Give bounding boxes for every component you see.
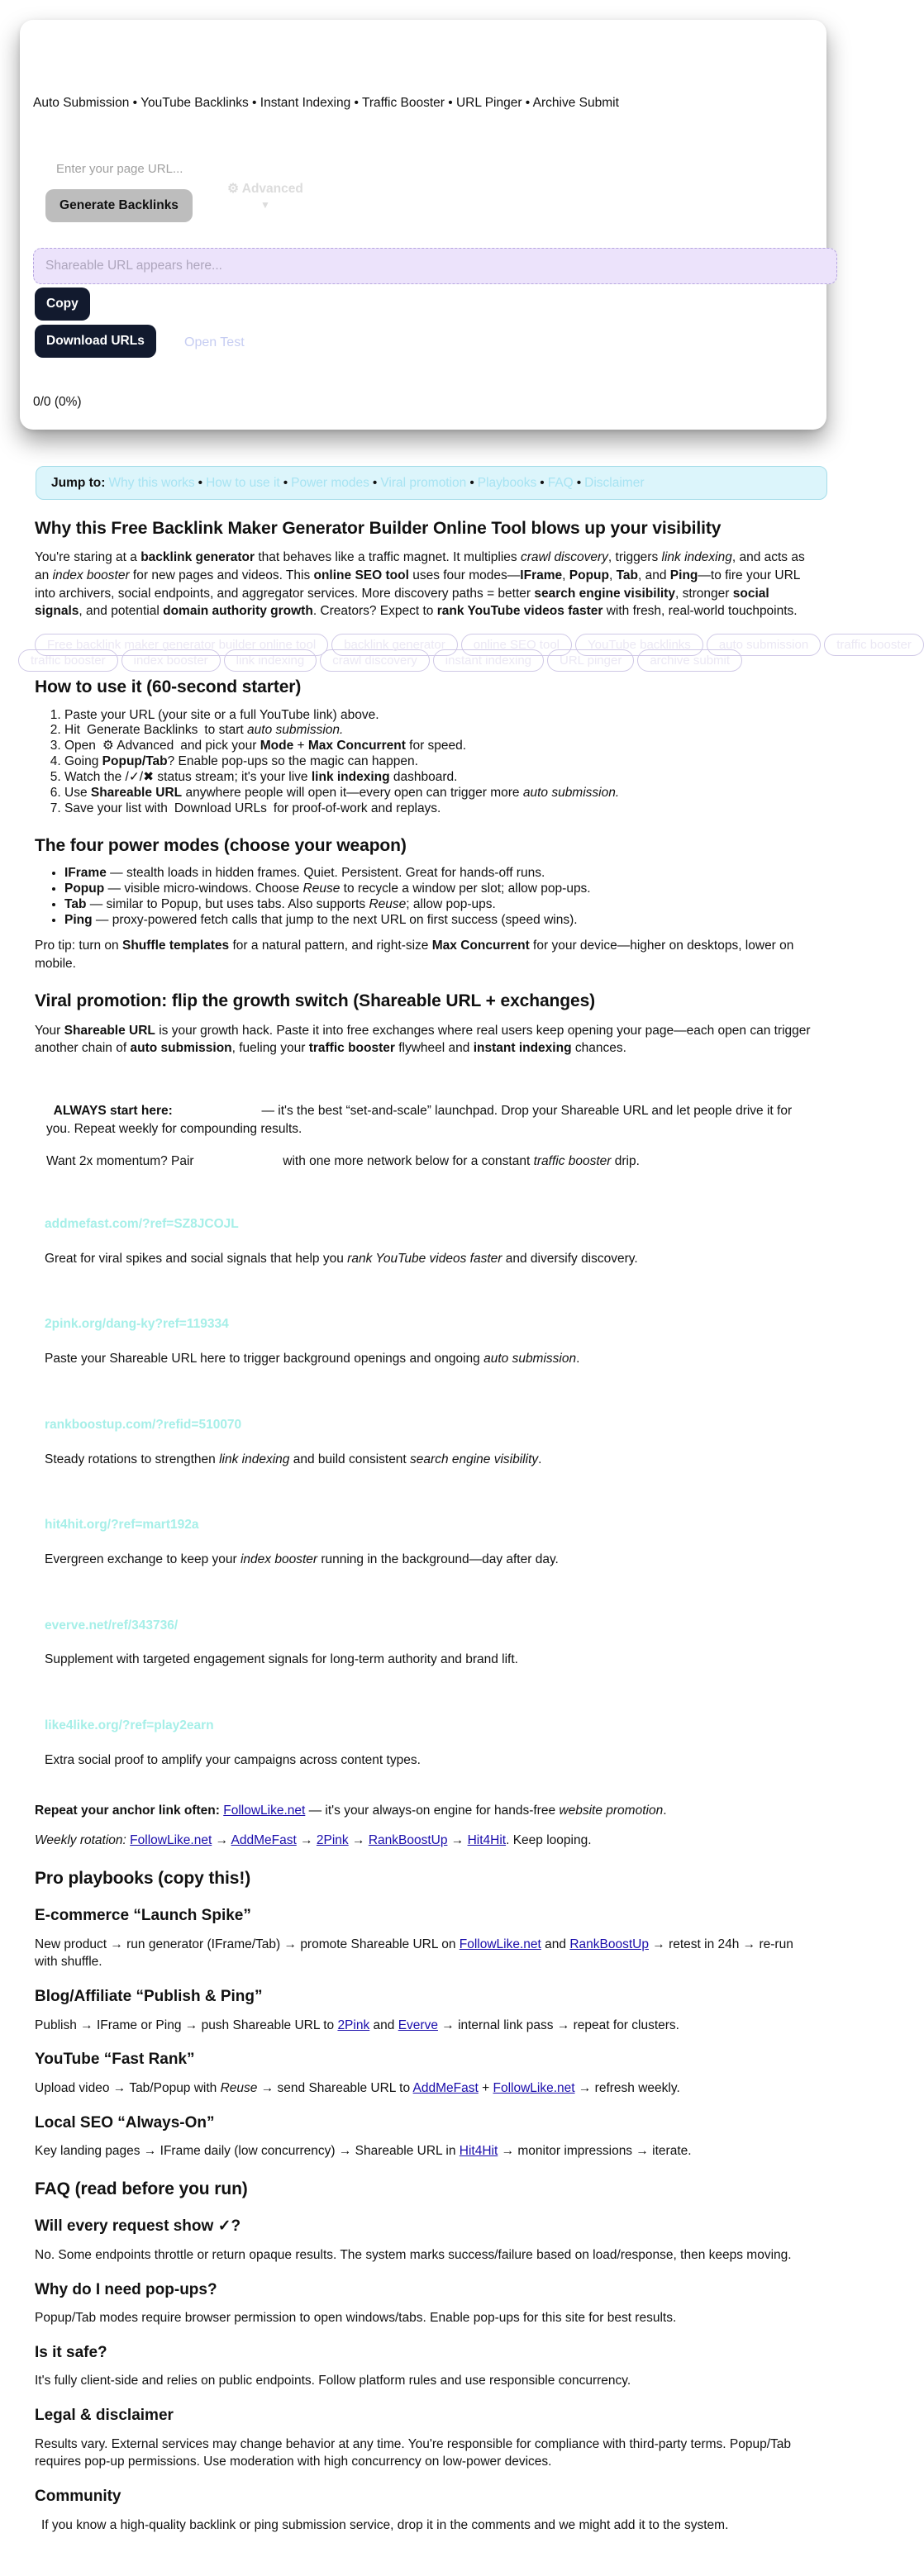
playbook-title-youtube: YouTube “Fast Rank” [35, 2051, 195, 2069]
exchange-item [45, 1717, 813, 1769]
jump-link-faq[interactable]: FAQ [547, 475, 574, 490]
exchange-description: Supplement with targeted engagement signals for long-term authority and brand lift. [45, 1652, 518, 1667]
followlike-link[interactable]: FollowLike.net [197, 1154, 279, 1169]
tag-row [35, 634, 924, 656]
keyword-tags [31, 634, 912, 670]
step-item: 3. Open ⚙ Advanced and pick your Mode + Max Concurrent for speed. [64, 739, 813, 754]
step-item: 7. Save your list with Download URLs for proof-of-work and replays. [64, 801, 813, 817]
rotation-link-addmefast[interactable]: AddMeFast [231, 1833, 297, 1848]
step-item: 2. Hit Generate Backlinks to start auto submission. [64, 723, 813, 739]
playbook-link-rankboostup[interactable]: RankBoostUp [569, 1937, 649, 1951]
exchange-link-everve[interactable]: everve.net/ref/343736/ [45, 1618, 179, 1633]
generate-backlinks-button[interactable]: Generate Backlinks [45, 189, 193, 222]
faq-answer: Popup/Tab modes require browser permission to open windows/tabs. Enable pop-ups for this site for best results. [35, 2311, 677, 2326]
exchange-description: Paste your Shareable URL here to trigger background openings and ongoing auto submission. [45, 1352, 580, 1366]
exchange-description: Evergreen exchange to keep your index booster running in the background—day after day. [45, 1552, 559, 1566]
why-heading: Why this Free Backlink Maker Generator Builder Online Tool blows up your visibility [35, 519, 722, 538]
exchange-link-2pink[interactable]: 2pink.org/dang-ky?ref=119334 [45, 1317, 229, 1332]
jump-separator: • [283, 475, 288, 490]
open-test-link[interactable]: Open Test [184, 335, 245, 349]
feature-list: Auto Submission • YouTube Backlinks • Instant Indexing • Traffic Booster • URL Pinger • Archive Submit [33, 96, 619, 110]
exchange-description: Extra social proof to amplify your campaigns across content types. [45, 1752, 421, 1767]
playbook-youtube: Upload video → Tab/Popup with Reuse → send Shareable URL to AddMeFast + FollowLike.net → refresh weekly. [35, 2080, 680, 2095]
step-item: 5. Watch the /✓/✖ status stream; it's your live link indexing dashboard. [64, 770, 813, 786]
rotation-link-2pink[interactable]: 2Pink [316, 1833, 349, 1848]
playbook-link-2pink[interactable]: 2Pink [337, 2018, 370, 2032]
advanced-toggle[interactable] [220, 182, 311, 211]
jump-separator: • [469, 475, 474, 490]
jump-separator: • [576, 475, 582, 490]
tag-chip: traffic booster [824, 634, 924, 656]
tag-chip: archive submit [637, 649, 742, 672]
pro-tip: Pro tip: turn on Shuffle templates for a natural pattern, and right-size Max Concurrent for your device—higher on desktops, lower on mobile. [35, 938, 794, 971]
copy-button[interactable]: Copy [35, 288, 90, 321]
tag-chip: index booster [121, 649, 221, 672]
exchange-link-rankboostup[interactable]: rankboostup.com/?refid=510070 [45, 1417, 242, 1432]
jump-link-how[interactable]: How to use it [206, 475, 280, 490]
rotation-paragraph: Weekly rotation: FollowLike.net → AddMeFast → 2Pink → RankBoostUp → Hit4Hit. Keep looping. [35, 1833, 592, 1848]
playbook-link-hit4hit[interactable]: Hit4Hit [459, 2144, 498, 2159]
jump-link-playbooks[interactable]: Playbooks [477, 475, 537, 490]
shareable-url-field[interactable] [33, 248, 837, 284]
tag-chip: crawl discovery [320, 649, 430, 672]
tag-chip: backlink generator [331, 634, 458, 656]
tag-chip: traffic booster [18, 649, 118, 672]
exchange-link-hit4hit[interactable]: hit4hit.org/?ref=mart192a [45, 1518, 199, 1533]
article-content [0, 466, 912, 2534]
tag-chip: auto submission [707, 634, 821, 656]
playbook-ecommerce: New product → run generator (IFrame/Tab) → promote Shareable URL on FollowLike.net and RankBoostUp → retest in 24h → re-run with shuffle. [35, 1937, 793, 1970]
jump-separator: • [540, 475, 545, 490]
chevron-down-icon: ▼ [260, 198, 270, 211]
exchange-description: Great for viral spikes and social signals that help you rank YouTube videos faster and diversify discovery. [45, 1251, 638, 1266]
playbooks-heading: Pro playbooks (copy this!) [35, 1868, 251, 1888]
step-item: 1. Paste your URL (your site or a full YouTube link) above. [64, 708, 813, 724]
followlike-link[interactable]: FollowLike.net [176, 1104, 259, 1119]
exchange-item [45, 1215, 813, 1267]
momentum-text: Want 2x momentum? Pair FollowLike.net with one more network below for a constant traffic booster drip. [46, 1153, 813, 1171]
rotation-link-rankboostup[interactable]: RankBoostUp [368, 1833, 448, 1848]
playbook-title-ecommerce: E-commerce “Launch Spike” [35, 1907, 251, 1925]
community-text: If you know a high-quality backlink or ping submission service, drop it in the comments and we might add it to the system. [41, 2517, 729, 2532]
modes-list [35, 866, 813, 929]
faq-answer: No. Some endpoints throttle or return opaque results. The system marks success/failure based on load/response, then keeps moving. [35, 2247, 792, 2262]
anchor-paragraph: Repeat your anchor link often: FollowLike.net — it's your always-on engine for hands-free website promotion. [35, 1804, 667, 1818]
faq-question: Why do I need pop-ups? [35, 2280, 217, 2298]
jump-link-disclaimer[interactable]: Disclaimer [584, 475, 645, 490]
tag-chip: link indexing [224, 649, 317, 672]
modes-heading: The four power modes (choose your weapon) [35, 835, 407, 855]
jump-link-modes[interactable]: Power modes [291, 475, 369, 490]
playbook-local: Key landing pages → IFrame daily (low concurrency) → Shareable URL in Hit4Hit → monitor impressions → iterate. [35, 2144, 692, 2159]
rotation-link-followlike[interactable]: FollowLike.net [130, 1833, 212, 1848]
howto-heading: How to use it (60-second starter) [35, 677, 302, 697]
why-paragraph: You're staring at a backlink generator that behaves like a traffic magnet. It multiplies crawl discovery, triggers link indexing, and acts as an index booster for new pages and videos. This online SEO tool uses four modes—IFrame, Popup, Tab, and Ping—to fire your URL into archivers, social endpoints, and aggregator services. More discovery paths = better search engine visibility, stronger social signals, and potential domain authority growth. Creators? Expect to rank YouTube videos faster with fresh, real-world touchpoints. [35, 550, 805, 619]
playbook-link-followlike[interactable]: FollowLike.net [459, 1937, 541, 1951]
step-item: 4. Going Popup/Tab? Enable pop-ups so the magic can happen. [64, 754, 813, 770]
jump-nav [36, 466, 827, 500]
tag-chip: instant indexing [433, 649, 544, 672]
tag-chip: URL pinger [547, 649, 634, 672]
page-url-input[interactable] [46, 152, 823, 185]
howto-steps [35, 708, 813, 817]
step-item: 6. Use Shareable URL anywhere people will open it—every open can trigger more auto submission. [64, 786, 813, 801]
download-urls-button[interactable]: Download URLs [35, 325, 156, 358]
followlike-callout [35, 1102, 813, 1171]
backlink-tool-card [20, 20, 826, 430]
exchange-link-like4like[interactable]: like4like.org/?ref=play2earn [45, 1718, 214, 1732]
jump-link-viral[interactable]: Viral promotion [380, 475, 467, 490]
exchange-list [35, 1215, 813, 1769]
exchange-description: Steady rotations to strengthen link indexing and build consistent search engine visibility. [45, 1452, 542, 1466]
exchange-item [45, 1617, 813, 1669]
tag-chip: YouTube backlinks [575, 634, 703, 656]
viral-paragraph: Your Shareable URL is your growth hack. Paste it into free exchanges where real users keep opening your page—each open can trigger another chain of auto submission, fueling your traffic booster flywheel and instant indexing chances. [35, 1023, 811, 1056]
exchange-item [45, 1516, 813, 1568]
playbook-link-everve[interactable]: Everve [398, 2018, 438, 2032]
always-start-text: ALWAYS start here: FollowLike.net — it's the best “set-and-scale” launchpad. Drop your Shareable URL and let people drive it for you. Repeat weekly for compounding results. [46, 1104, 793, 1136]
playbook-link-addmefast[interactable]: AddMeFast [412, 2080, 479, 2095]
community-heading: Community [35, 2488, 121, 2506]
mode-item: • Ping — proxy-powered fetch calls that jump to the next URL on first success (speed wins). [64, 913, 813, 929]
jump-separator: • [198, 475, 203, 490]
playbook-title-blog: Blog/Affiliate “Publish & Ping” [35, 1988, 263, 2006]
playbook-blog: Publish → IFrame or Ping → push Shareable URL to 2Pink and Everve → internal link pass → repeat for clusters. [35, 2018, 679, 2032]
advanced-label: ⚙ Advanced [227, 182, 303, 196]
jump-label: Jump to: [51, 475, 106, 490]
exchange-item [45, 1416, 813, 1468]
progress-counter: 0/0 (0%) [33, 395, 82, 409]
exchange-link-addmefast[interactable]: addmefast.com/?ref=SZ8JCOJL [45, 1217, 239, 1232]
playbook-link-followlike[interactable]: FollowLike.net [493, 2080, 575, 2095]
viral-heading: Viral promotion: flip the growth switch (Shareable URL + exchanges) [35, 991, 596, 1011]
tag-chip: online SEO tool [461, 634, 572, 656]
faq-question: Will every request show ✓? [35, 2217, 241, 2236]
playbook-title-local: Local SEO “Always-On” [35, 2113, 215, 2132]
mode-item: • IFrame — stealth loads in hidden frames. Quiet. Persistent. Great for hands-off runs. [64, 866, 813, 882]
legal-heading: Legal & disclaimer [35, 2407, 174, 2425]
anchor-link-followlike[interactable]: FollowLike.net [223, 1804, 306, 1818]
mode-item: • Tab — similar to Popup, but uses tabs. Also supports Reuse; allow pop-ups. [64, 897, 813, 913]
rotation-link-hit4hit[interactable]: Hit4Hit [467, 1833, 507, 1848]
jump-separator: • [372, 475, 378, 490]
jump-link-why[interactable]: Why this works [108, 475, 195, 490]
faq-question: Is it safe? [35, 2343, 107, 2361]
legal-text: Results vary. External services may change behavior at any time. You're responsible for compliance with third-party terms. Popup/Tab requires pop-up permissions. Use moderation with high concurrency on low-power devices. [35, 2436, 792, 2469]
exchange-item [45, 1315, 813, 1367]
mode-item: • Popup — visible micro-windows. Choose Reuse to recycle a window per slot; allow pop-ups. [64, 882, 813, 897]
faq-answer: It's fully client-side and relies on public endpoints. Follow platform rules and use responsible concurrency. [35, 2374, 631, 2388]
tag-chip: Free backlink maker generator builder online tool [35, 634, 328, 656]
faq-heading: FAQ (read before you run) [35, 2179, 248, 2198]
